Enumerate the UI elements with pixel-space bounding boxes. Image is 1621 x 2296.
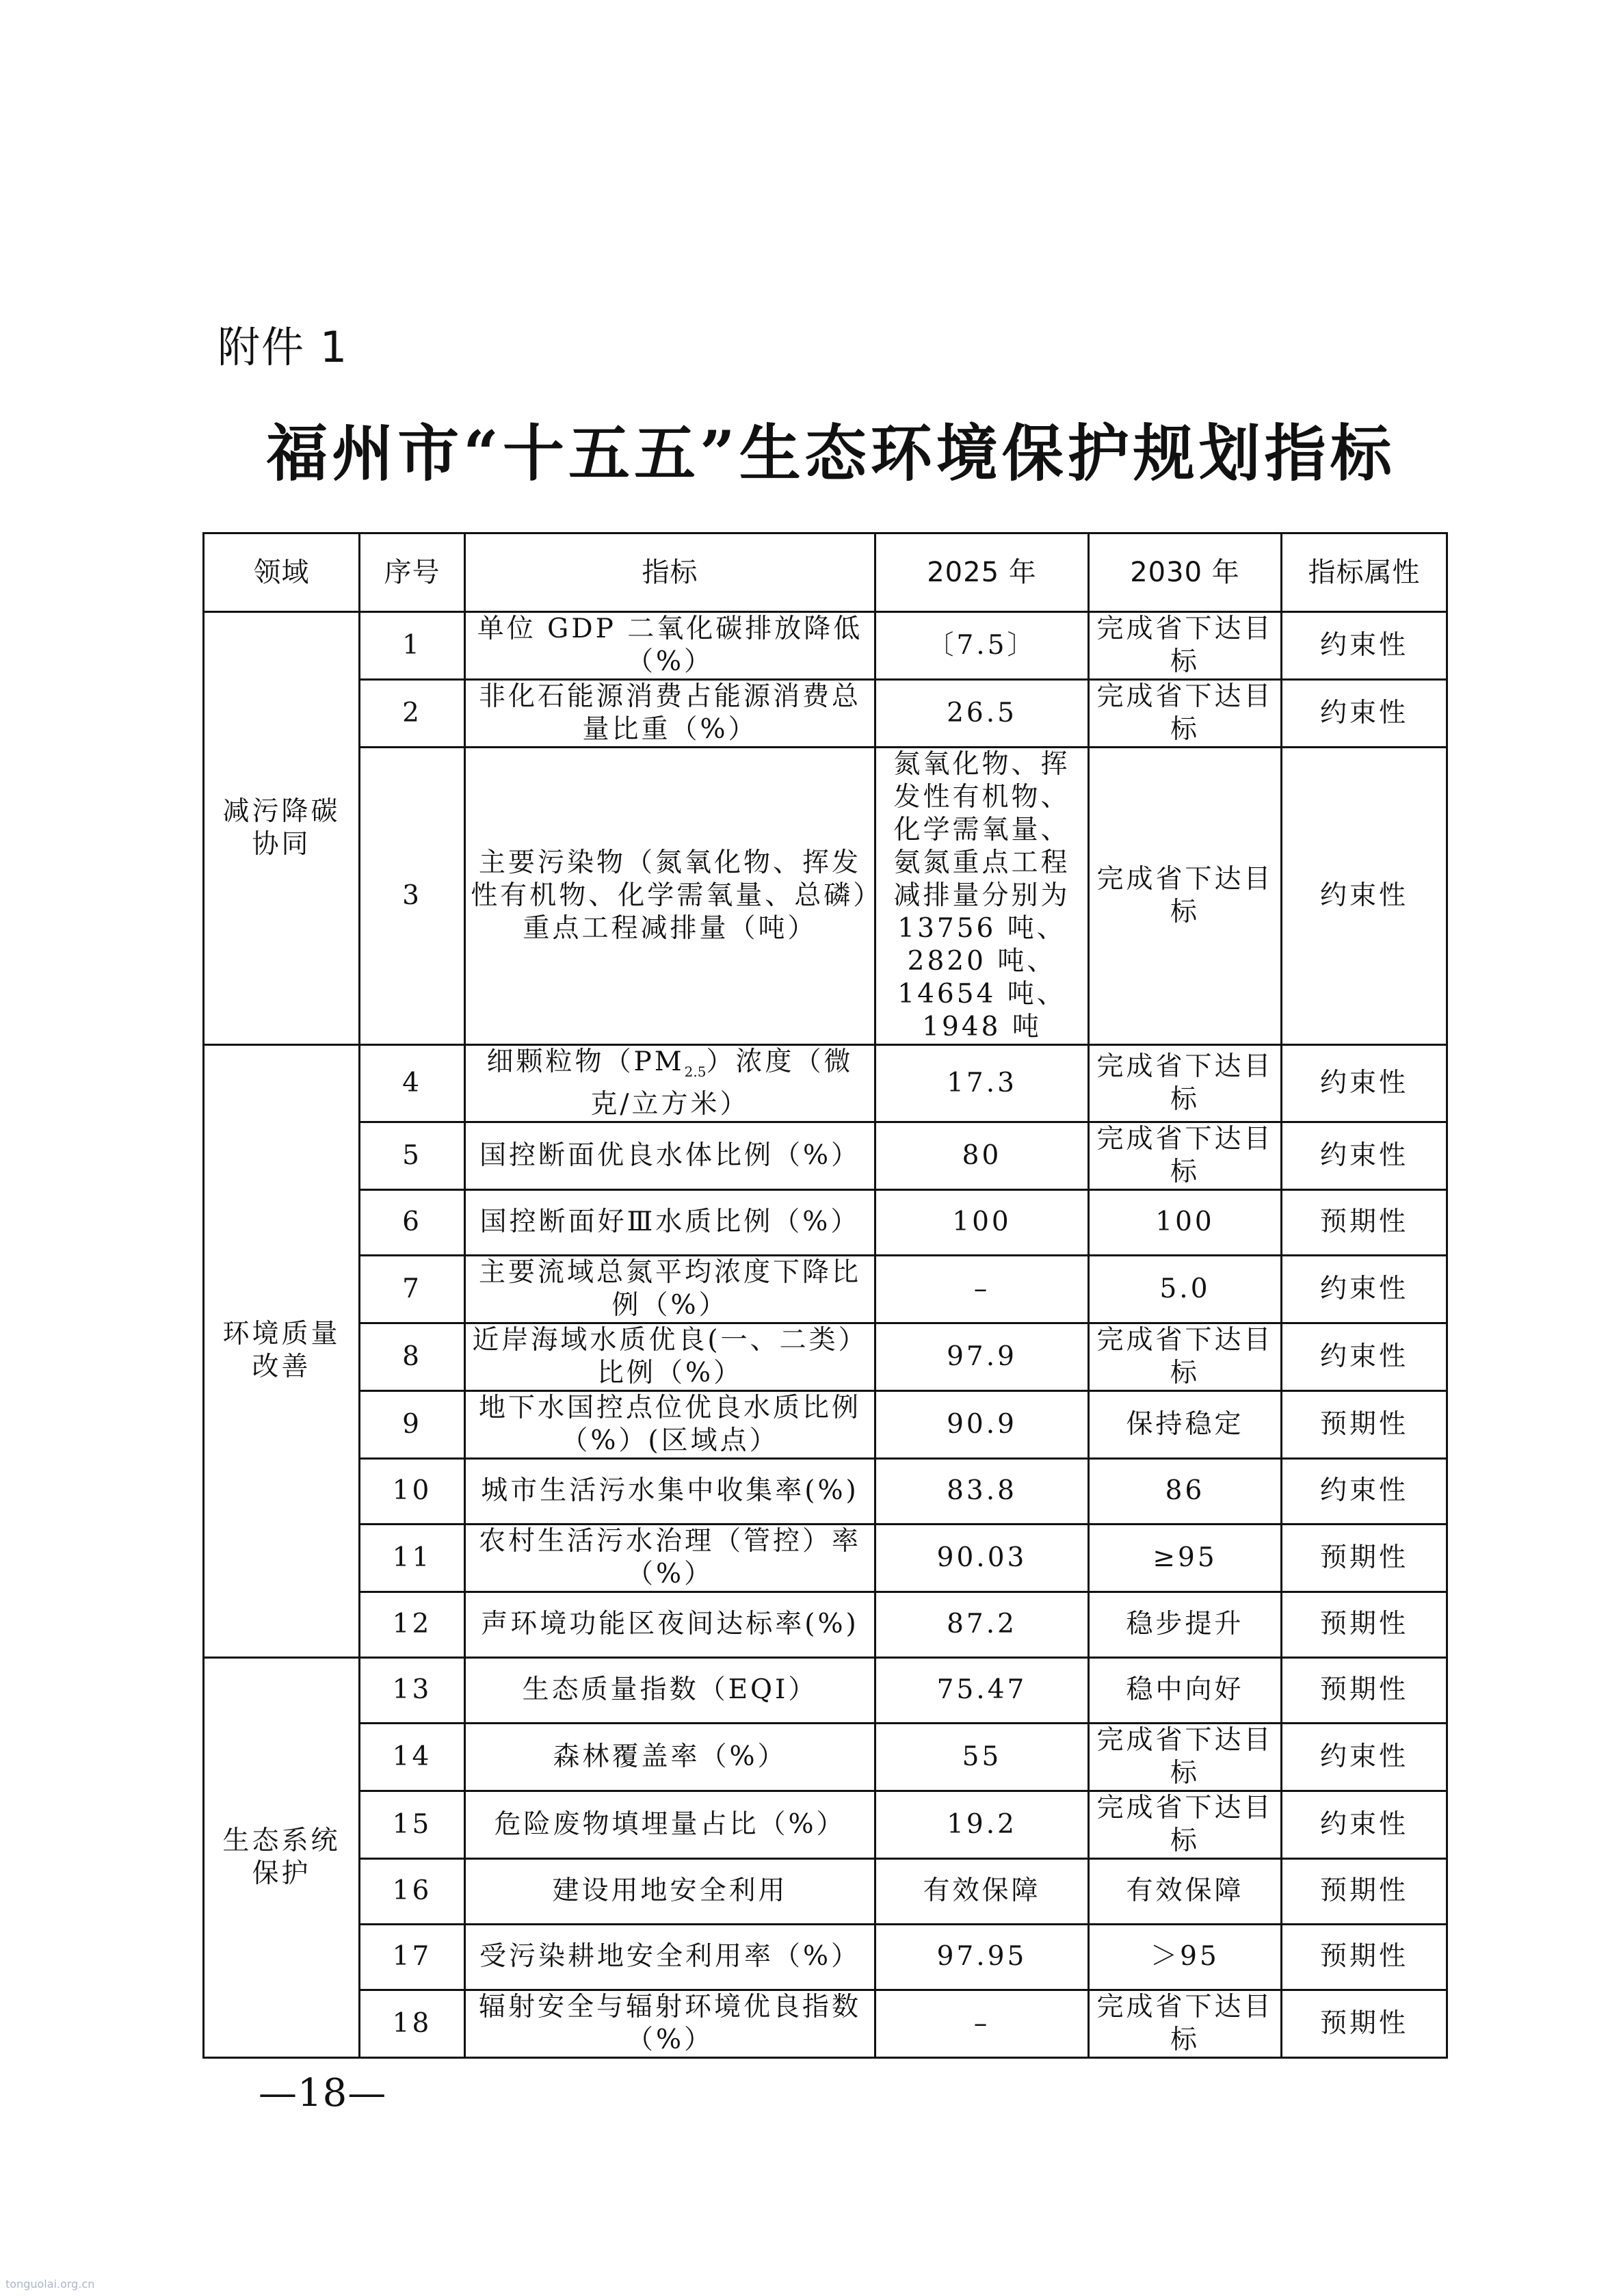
header-2030: 2030 年 — [1089, 533, 1282, 612]
table-row — [204, 1657, 1447, 1723]
row-2025: 97.9 — [875, 1323, 1089, 1390]
row-attribute: 预期性 — [1282, 1858, 1447, 1924]
header-domain: 领域 — [204, 533, 360, 612]
row-attribute: 预期性 — [1282, 1657, 1447, 1723]
row-indicator: 生态质量指数（EQI） — [465, 1657, 875, 1723]
row-2025: 97.95 — [875, 1924, 1089, 1990]
row-attribute: 预期性 — [1282, 1592, 1447, 1657]
row-number: 14 — [360, 1723, 465, 1791]
row-2030: 完成省下达目标 — [1089, 680, 1282, 748]
row-2025: 17.3 — [875, 1045, 1089, 1122]
table-row — [204, 1390, 1447, 1458]
row-indicator: 单位 GDP 二氧化碳排放降低（%） — [465, 612, 875, 680]
row-number: 15 — [360, 1791, 465, 1858]
row-attribute: 约束性 — [1282, 1323, 1447, 1390]
header-number: 序号 — [360, 533, 465, 612]
table-row — [204, 612, 1447, 680]
row-number: 18 — [360, 1990, 465, 2057]
row-number: 11 — [360, 1524, 465, 1592]
row-indicator: 辐射安全与辐射环境优良指数（%） — [465, 1990, 875, 2057]
row-indicator — [465, 1045, 875, 1122]
indicator-subscript: 2.5 — [684, 1063, 707, 1080]
row-2030: ＞95 — [1089, 1924, 1282, 1990]
row-attribute: 预期性 — [1282, 1990, 1447, 2057]
table-row — [204, 748, 1447, 1045]
row-attribute: 约束性 — [1282, 612, 1447, 680]
row-2025: 80 — [875, 1122, 1089, 1189]
row-number: 13 — [360, 1657, 465, 1723]
row-number: 7 — [360, 1255, 465, 1323]
row-indicator: 地下水国控点位优良水质比例（%）(区域点） — [465, 1390, 875, 1458]
attachment-label: 附件 1 — [218, 322, 349, 372]
row-indicator: 国控断面好Ⅲ水质比例（%） — [465, 1189, 875, 1255]
row-2030: 完成省下达目标 — [1089, 1791, 1282, 1858]
row-2030: 稳步提升 — [1089, 1592, 1282, 1657]
row-number: 10 — [360, 1458, 465, 1524]
table-row — [204, 1592, 1447, 1657]
domain-cell: 减污降碳协同 — [204, 612, 360, 1045]
row-2025: 〔7.5〕 — [875, 612, 1089, 680]
row-attribute: 约束性 — [1282, 1791, 1447, 1858]
row-indicator: 建设用地安全利用 — [465, 1858, 875, 1924]
row-attribute: 约束性 — [1282, 680, 1447, 748]
table-row — [204, 1858, 1447, 1924]
indicator-text: 细颗粒物（PM — [486, 1046, 685, 1077]
header-2025: 2025 年 — [875, 533, 1089, 612]
row-indicator: 城市生活污水集中收集率(%) — [465, 1458, 875, 1524]
table-row — [204, 1122, 1447, 1189]
row-attribute: 约束性 — [1282, 1458, 1447, 1524]
row-attribute: 约束性 — [1282, 1122, 1447, 1189]
row-number: 2 — [360, 680, 465, 748]
row-indicator: 声环境功能区夜间达标率(%) — [465, 1592, 875, 1657]
row-indicator: 危险废物填埋量占比（%） — [465, 1791, 875, 1858]
row-2025: 有效保障 — [875, 1858, 1089, 1924]
row-2025: – — [875, 1990, 1089, 2057]
table-row — [204, 1791, 1447, 1858]
table-header-row — [204, 533, 1447, 612]
table-row — [204, 1723, 1447, 1791]
row-2025: 90.03 — [875, 1524, 1089, 1592]
row-2025: 19.2 — [875, 1791, 1089, 1858]
page-number: —18— — [259, 2071, 387, 2115]
row-attribute: 约束性 — [1282, 1255, 1447, 1323]
row-indicator: 近岸海域水质优良(一、二类）比例（%） — [465, 1323, 875, 1390]
row-number: 17 — [360, 1924, 465, 1990]
row-number: 9 — [360, 1390, 465, 1458]
domain-cell: 环境质量改善 — [204, 1045, 360, 1658]
row-2030: ≥95 — [1089, 1524, 1282, 1592]
row-2025: – — [875, 1255, 1089, 1323]
row-number: 16 — [360, 1858, 465, 1924]
row-number: 1 — [360, 612, 465, 680]
row-2025: 55 — [875, 1723, 1089, 1791]
table-row — [204, 1458, 1447, 1524]
row-number: 12 — [360, 1592, 465, 1657]
site-watermark: tonguolai.org.cn — [5, 2278, 95, 2291]
row-number: 5 — [360, 1122, 465, 1189]
row-attribute: 约束性 — [1282, 1045, 1447, 1122]
row-2030: 5.0 — [1089, 1255, 1282, 1323]
row-2030: 保持稳定 — [1089, 1390, 1282, 1458]
row-attribute: 约束性 — [1282, 748, 1447, 1045]
row-indicator: 受污染耕地安全利用率（%） — [465, 1924, 875, 1990]
row-2030: 完成省下达目标 — [1089, 748, 1282, 1045]
row-2030: 完成省下达目标 — [1089, 612, 1282, 680]
table-row — [204, 1924, 1447, 1990]
row-indicator: 主要流域总氮平均浓度下降比例（%） — [465, 1255, 875, 1323]
table-row — [204, 1323, 1447, 1390]
row-attribute: 预期性 — [1282, 1189, 1447, 1255]
row-indicator: 非化石能源消费占能源消费总量比重（%） — [465, 680, 875, 748]
row-2030: 100 — [1089, 1189, 1282, 1255]
row-attribute: 预期性 — [1282, 1390, 1447, 1458]
row-2030: 完成省下达目标 — [1089, 1323, 1282, 1390]
table-row — [204, 1524, 1447, 1592]
row-2030: 稳中向好 — [1089, 1657, 1282, 1723]
indicator-text: ）浓度（微克/立方米） — [590, 1046, 854, 1120]
row-2025: 90.9 — [875, 1390, 1089, 1458]
row-number: 6 — [360, 1189, 465, 1255]
row-2025: 75.47 — [875, 1657, 1089, 1723]
domain-cell: 生态系统保护 — [204, 1657, 360, 2057]
row-2025: 83.8 — [875, 1458, 1089, 1524]
header-indicator: 指标 — [465, 533, 875, 612]
table-row — [204, 1990, 1447, 2057]
row-2030: 86 — [1089, 1458, 1282, 1524]
table-row — [204, 1045, 1447, 1122]
row-2030: 完成省下达目标 — [1089, 1122, 1282, 1189]
row-2030: 完成省下达目标 — [1089, 1723, 1282, 1791]
row-2030: 完成省下达目标 — [1089, 1045, 1282, 1122]
row-attribute: 预期性 — [1282, 1924, 1447, 1990]
table-row — [204, 1255, 1447, 1323]
table-row — [204, 1189, 1447, 1255]
header-attribute: 指标属性 — [1282, 533, 1447, 612]
row-2025: 26.5 — [875, 680, 1089, 748]
row-attribute: 约束性 — [1282, 1723, 1447, 1791]
row-indicator: 农村生活污水治理（管控）率（%） — [465, 1524, 875, 1592]
row-indicator: 主要污染物（氮氧化物、挥发性有机物、化学需氧量、总磷）重点工程减排量（吨） — [465, 748, 875, 1045]
document-title: 福州市“十五五”生态环境保护规划指标 — [266, 417, 1396, 490]
row-indicator: 国控断面优良水体比例（%） — [465, 1122, 875, 1189]
row-number: 3 — [360, 748, 465, 1045]
row-attribute: 预期性 — [1282, 1524, 1447, 1592]
row-number: 8 — [360, 1323, 465, 1390]
row-2030: 完成省下达目标 — [1089, 1990, 1282, 2057]
row-indicator: 森林覆盖率（%） — [465, 1723, 875, 1791]
row-2025: 100 — [875, 1189, 1089, 1255]
row-2030: 有效保障 — [1089, 1858, 1282, 1924]
indicator-table — [202, 532, 1448, 2059]
row-2025: 氮氧化物、挥发性有机物、化学需氧量、氨氮重点工程减排量分别为 13756 吨、2820 吨、14654 吨、1948 吨 — [875, 748, 1089, 1045]
table-row — [204, 680, 1447, 748]
row-2025: 87.2 — [875, 1592, 1089, 1657]
row-number: 4 — [360, 1045, 465, 1122]
